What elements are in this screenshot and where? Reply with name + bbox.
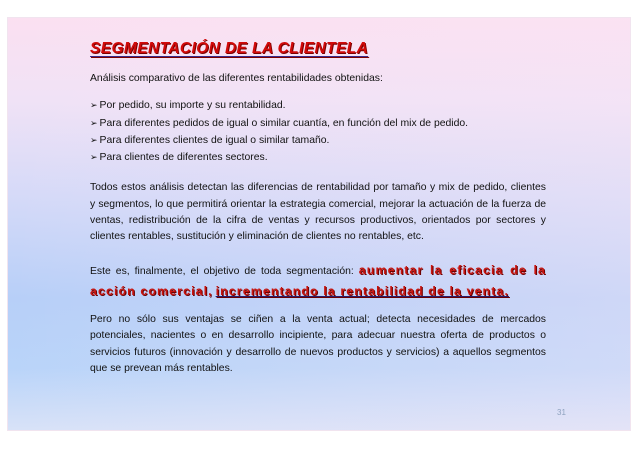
slide-content <box>90 40 546 388</box>
objective-emphasis: aumentar la eficacia de la acción comercial, <box>90 262 547 298</box>
advantages-paragraph: Pero no sólo sus ventajas se ciñen a la venta actual; detecta necesidades de mercados potenciales, nacientes o en desarrollo incipiente, para adecuar nuestra oferta de productos o servicios futuros (innovación y desarrollo de nuevos productos y servicios) a aquellos segmentos que se prevean más rentables. <box>90 314 546 374</box>
arrow-bullet-icon: ➢ <box>90 152 98 163</box>
arrow-bullet-icon: ➢ <box>90 134 98 145</box>
objective-lead: Este es, finalmente, el objetivo de toda segmentación: <box>90 265 354 277</box>
bullet-item: ➢ Para diferentes pedidos de igual o similar cuantía, en función del mix de pedido. <box>90 115 546 132</box>
objective-emphasis-underlined: incrementando la rentabilidad de la venta. <box>215 283 509 298</box>
intro-text: Análisis comparativo de las diferentes rentabilidades obtenidas: <box>90 73 383 84</box>
bullet-item: ➢ Por pedido, su importe y su rentabilidad. <box>90 97 546 114</box>
bullet-item: ➢ Para diferentes clientes de igual o similar tamaño. <box>90 132 546 149</box>
slide-title: SEGMENTACIÓN DE LA CLIENTELA <box>90 40 369 57</box>
analysis-paragraph: Todos estos análisis detectan las diferencias de rentabilidad por tamaño y mix de pedido, clientes y segmentos, lo que permitirá orientar la estrategia comercial, mejorar la actuación de la fuerza de ventas, redistribución de la cifra de ventas y recursos productivos, orientados por sectores y clientes rentables, sustitución y eliminación de clientes no rentables, etc. <box>90 182 546 243</box>
bullet-list <box>90 97 546 166</box>
objective-paragraph <box>90 260 546 302</box>
slide <box>8 18 630 430</box>
arrow-bullet-icon: ➢ <box>90 100 98 111</box>
bullet-item: ➢ Para clientes de diferentes sectores. <box>90 149 546 166</box>
arrow-bullet-icon: ➢ <box>90 117 98 128</box>
page-number: 31 <box>557 408 566 417</box>
